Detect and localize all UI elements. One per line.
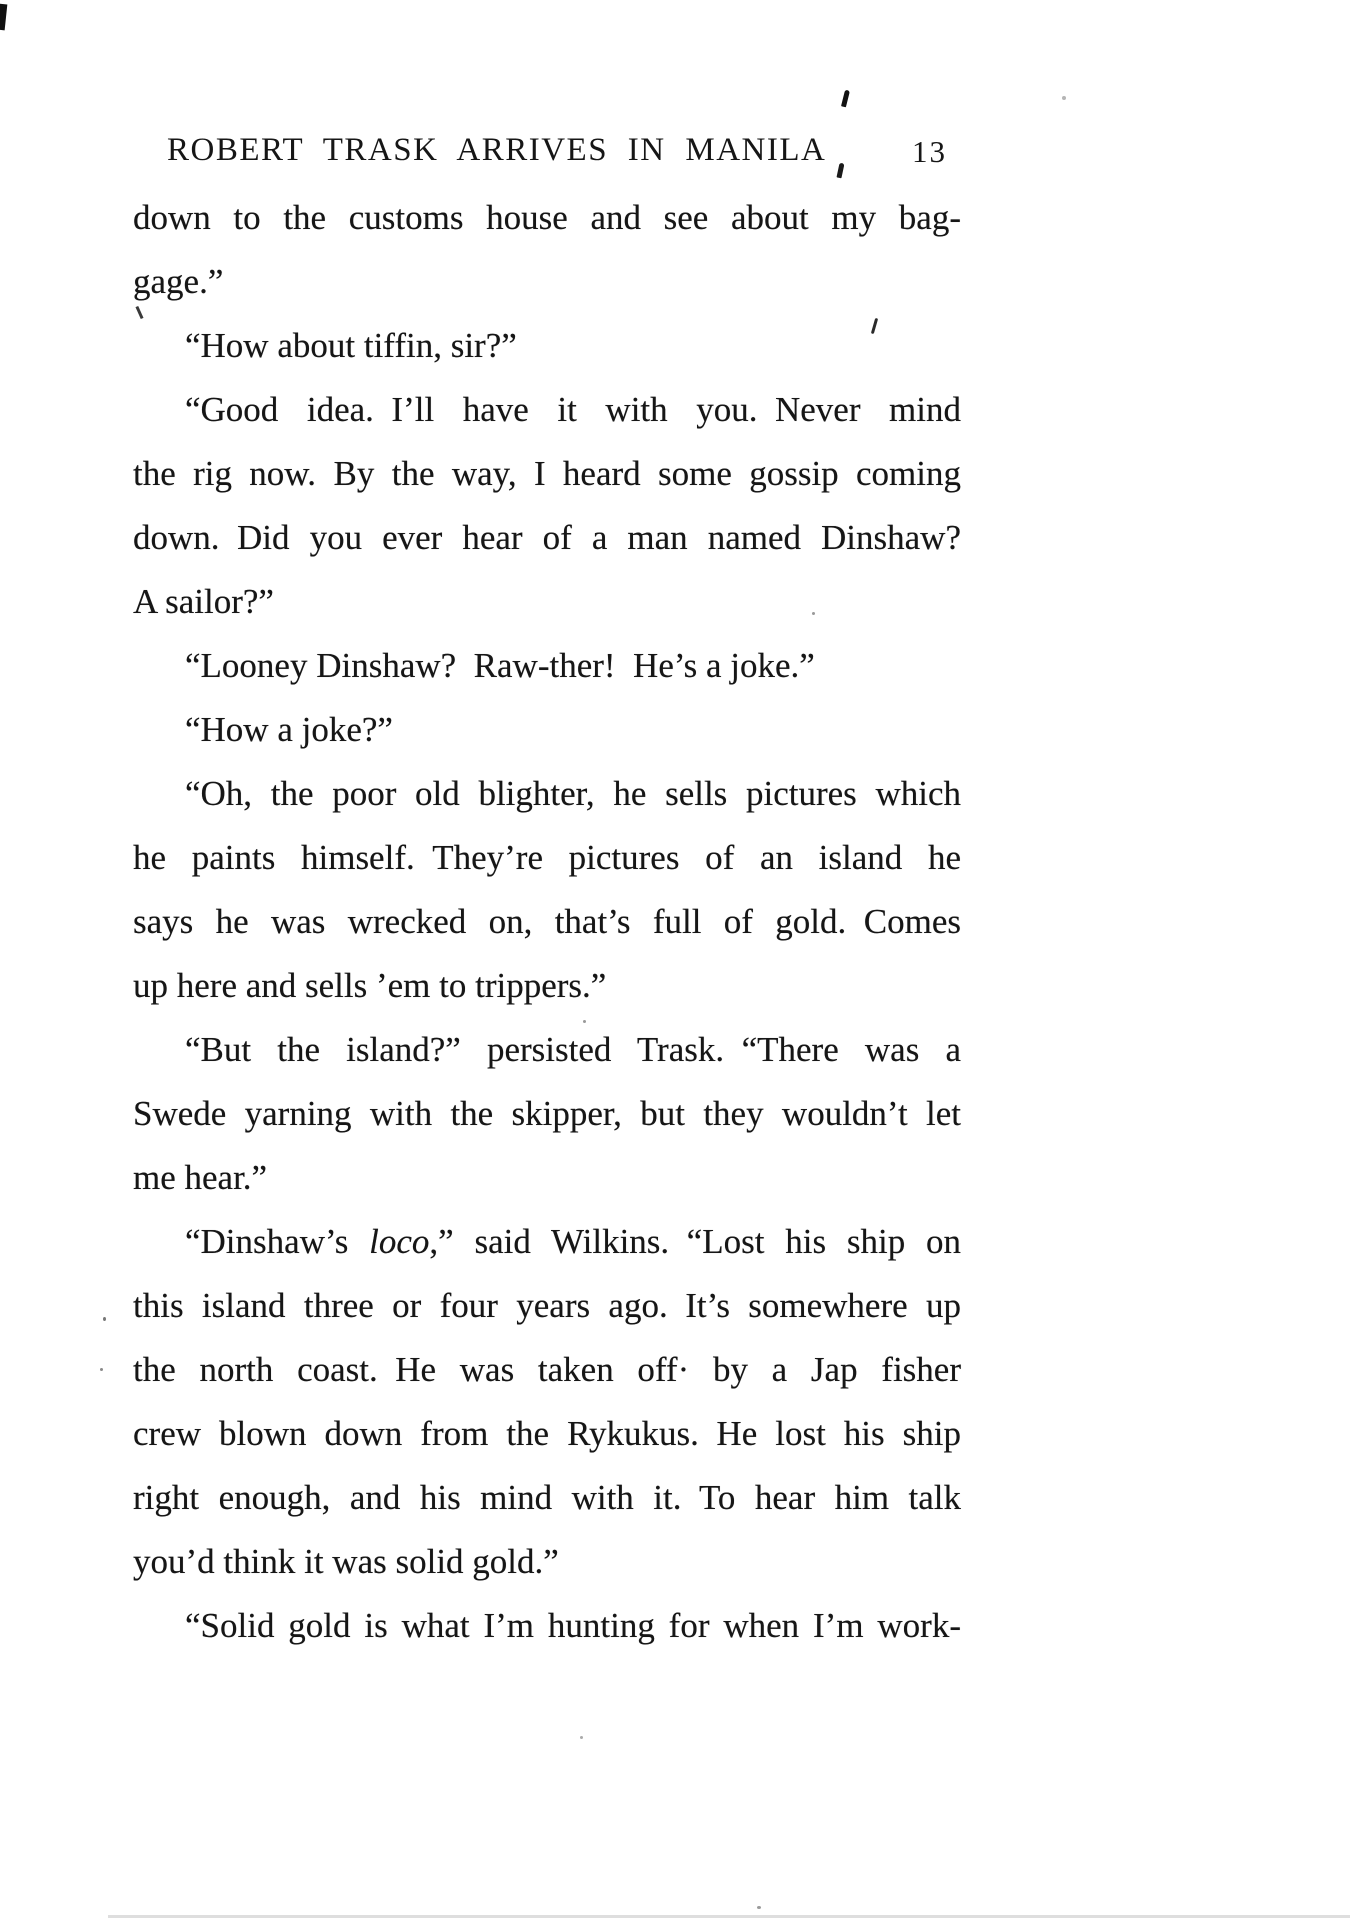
scan-artifact-bottom-edge-line bbox=[108, 1915, 1350, 1918]
text-line: up here and sells ’em to trippers.” bbox=[133, 966, 607, 1005]
scan-artifact-speck bbox=[583, 1020, 586, 1023]
scan-artifact-speck bbox=[1062, 96, 1066, 100]
scan-artifact-speck bbox=[100, 1368, 103, 1371]
text-block bbox=[133, 128, 961, 1658]
text-line: Swede yarning with the skipper, but they wouldn’t let bbox=[133, 1094, 961, 1133]
page-number: 13 bbox=[912, 134, 947, 169]
body-text bbox=[133, 186, 961, 1658]
text-line: “Looney Dinshaw? Raw-ther! He’s a joke.” bbox=[185, 646, 815, 685]
text-line: down. Did you ever hear of a man named Dinshaw? bbox=[133, 518, 961, 557]
text-line: “How about tiffin, sir?” bbox=[185, 326, 517, 365]
text-line: A sailor?” bbox=[133, 582, 274, 621]
scan-artifact-speck bbox=[812, 612, 815, 615]
text-line: “Oh, the poor old blighter, he sells pictures which bbox=[185, 774, 961, 813]
text-line: you’d think it was solid gold.” bbox=[133, 1542, 559, 1581]
text-segment: “Dinshaw’s bbox=[185, 1222, 370, 1261]
text-line: “But the island?” persisted Trask. “There was a bbox=[185, 1030, 961, 1069]
scan-artifact-corner-mark bbox=[0, 4, 7, 31]
text-line: “Good idea. I’ll have it with you. Never mind bbox=[185, 390, 961, 429]
scan-artifact-speck bbox=[757, 1906, 761, 1909]
scan-artifact-stray-apostrophe bbox=[841, 90, 850, 108]
text-segment: ,” said Wilkins. “Lost his ship on bbox=[429, 1222, 962, 1261]
text-line: the north coast. He was taken off· by a Jap fisher bbox=[133, 1350, 961, 1389]
italic-word: loco bbox=[369, 1222, 430, 1261]
text-line: gage.” bbox=[133, 262, 224, 301]
text-line: right enough, and his mind with it. To hear him talk bbox=[133, 1478, 961, 1517]
text-line: “How a joke?” bbox=[185, 710, 393, 749]
scan-artifact-speck bbox=[103, 1317, 106, 1321]
text-line: the rig now. By the way, I heard some gossip coming bbox=[133, 454, 961, 493]
text-line-with-italic bbox=[133, 1210, 961, 1274]
text-line: down to the customs house and see about my bag- bbox=[133, 198, 961, 237]
text-line: me hear.” bbox=[133, 1158, 268, 1197]
scan-artifact-speck bbox=[580, 1736, 583, 1739]
text-line: “Solid gold is what I’m hunting for when I’m work- bbox=[185, 1606, 961, 1645]
text-line: says he was wrecked on, that’s full of gold. Comes bbox=[133, 902, 961, 941]
text-line: he paints himself. They’re pictures of an island he bbox=[133, 838, 961, 877]
text-line: crew blown down from the Rykukus. He lost his ship bbox=[133, 1414, 961, 1453]
running-header-title: ROBERT TRASK ARRIVES IN MANILA bbox=[167, 132, 827, 168]
text-line: this island three or four years ago. It’s somewhere up bbox=[133, 1286, 961, 1325]
